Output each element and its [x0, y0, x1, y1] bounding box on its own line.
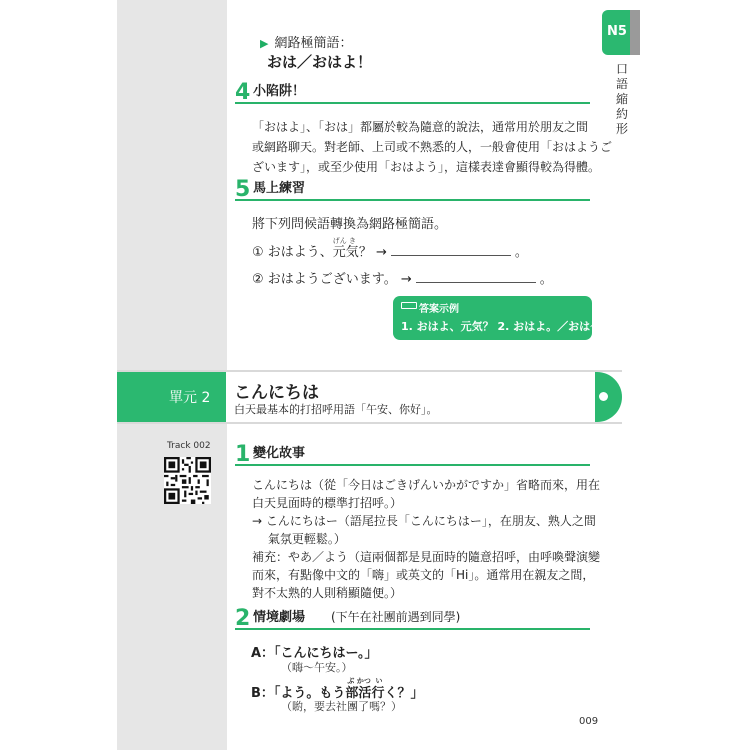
furigana: ぶ かつ — [347, 677, 371, 685]
pencil-icon — [401, 302, 417, 309]
answer-label: 答案示例 — [419, 304, 459, 315]
track-label: Track 002 — [167, 441, 211, 451]
body-line: 白天見面時的標準打招呼。） — [252, 496, 403, 510]
level-tab: N5 — [602, 10, 640, 55]
body-line: こんにちは（從「今日はごきげんいかがですか」省略而來，用在 — [252, 478, 601, 492]
unit-tab: 單元 2 — [117, 372, 226, 422]
answer-box — [393, 296, 613, 340]
section-5-header — [235, 175, 590, 201]
section-number: 2 — [235, 606, 251, 631]
section-1-header — [235, 440, 590, 466]
body-line: → こんにちはー（語尾拉長「こんにちはー」，在朋友、熟人之間 — [252, 514, 596, 528]
qr-code-icon[interactable] — [164, 457, 211, 504]
section-4-header — [235, 78, 590, 104]
unit-end-cap — [595, 372, 622, 422]
exercise-instruction: 將下列問候語轉換為網路極簡語。 — [252, 217, 448, 232]
unit-subtitle: 白天最基本的打招呼用語「午安、你好」。 — [234, 403, 438, 416]
scene-note: (下午在社團前遇到同學) — [331, 610, 461, 624]
section-title: 情境劇場 — [253, 610, 306, 625]
body-line: 補充：やあ／よう（這兩個都是見面時的隨意招呼，由呼喚聲演變 — [252, 550, 601, 564]
furigana: げん き — [332, 237, 357, 245]
section-1-body — [252, 476, 600, 602]
body-line: 氣氛更輕鬆。） — [252, 532, 346, 546]
unit-header — [117, 370, 622, 424]
section-4-body — [252, 117, 612, 177]
dialog-translation-b: （喲，要去社團了嗎？） — [281, 700, 402, 713]
exercise-question-1: ① おはよう、 げん き 元気？ → 。 — [252, 237, 528, 260]
side-section-label: 口語縮約形 — [616, 62, 629, 136]
answer-text: 1. おはよ、元気？ 2. おはよ。／おは〜。 — [401, 320, 613, 333]
answer-blank — [416, 270, 536, 283]
section-number: 5 — [235, 177, 251, 202]
body-line: 「おはよ」、「おは」都屬於較為隨意的說法，通常用於朋友之間 — [252, 120, 589, 134]
book-page — [117, 0, 640, 750]
section-title: 馬上練習 — [253, 181, 306, 196]
body-line: ざいます」，或至少使用「おはよう」，這樣表達會顯得較為得體。 — [252, 160, 601, 174]
level-tab-edge — [630, 10, 640, 55]
section-title: 變化故事 — [253, 446, 306, 461]
section-2-header — [235, 604, 590, 630]
dialog-line-b: B：「よう。もう ぶ かつ 部活 い 行く？」 — [251, 677, 424, 701]
furigana: い — [375, 677, 383, 685]
body-line: 而來，有點像中文的「嗨」或英文的「Hi」。通常用在親友之間， — [252, 568, 595, 582]
section-number: 1 — [235, 442, 251, 467]
circle-dot-icon — [599, 392, 608, 401]
dialog-line-a: A：「こんにちはー。」 — [251, 646, 378, 661]
triangle-bullet-icon: ▶ — [260, 37, 269, 50]
exercise-question-2: ② おはようございます。 → 。 — [252, 272, 553, 287]
body-line: 或網路聊天。對老師、上司或不熟悉的人，一般會使用「おはようご — [252, 140, 613, 154]
section-number: 4 — [235, 80, 251, 105]
answer-blank — [391, 243, 511, 256]
dialog-translation-a: （嗨～午安。） — [281, 661, 353, 674]
net-slang-greeting: おは／おはよ！ — [267, 53, 373, 71]
page-gutter-top — [117, 0, 227, 370]
net-slang-label: ▶ 網路極簡語： — [260, 36, 353, 51]
page-number: 009 — [579, 716, 599, 727]
section-title: 小陷阱！ — [253, 84, 306, 99]
unit-title: こんにちは — [234, 383, 319, 403]
body-line: 對不太熟的人則稍顯隨便。） — [252, 586, 403, 600]
